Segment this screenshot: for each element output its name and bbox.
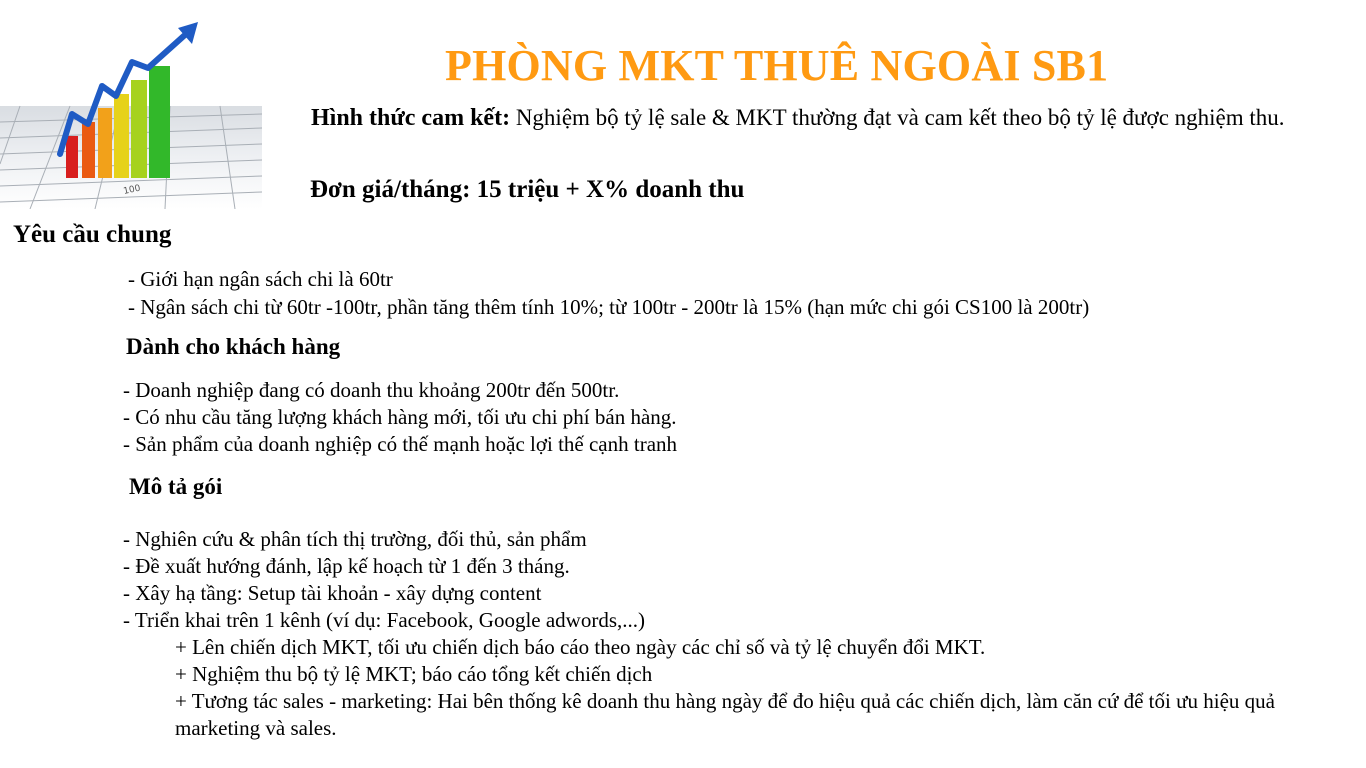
section-heading-package: Mô tả gói xyxy=(129,474,223,499)
bar-4 xyxy=(114,94,129,178)
list-item: - Nghiên cứu & phân tích thị trường, đối thủ, sản phẩm xyxy=(123,527,587,551)
package-description-list xyxy=(123,526,1345,742)
growth-bar-chart-icon xyxy=(0,14,262,209)
bar-5 xyxy=(131,80,147,178)
section-heading-general: Yêu cầu chung xyxy=(13,221,172,248)
bar-3 xyxy=(98,108,112,178)
price-line: Đơn giá/tháng: 15 triệu + X% doanh thu xyxy=(310,176,745,203)
sub-list-item: + Lên chiến dịch MKT, tối ưu chiến dịch báo cáo theo ngày các chỉ số và tỷ lệ chuyển đổi MKT. xyxy=(175,635,986,659)
section-heading-customer: Dành cho khách hàng xyxy=(126,334,341,359)
list-item: - Ngân sách chi từ 60tr -100tr, phần tăng thêm tính 10%; từ 100tr - 200tr là 15% (hạn mức chi gói CS100 là 200tr) xyxy=(128,295,1090,319)
general-requirements-list xyxy=(128,265,1089,321)
commitment-label: Hình thức cam kết: xyxy=(311,105,511,131)
list-item: - Sản phẩm của doanh nghiệp có thế mạnh hoặc lợi thế cạnh tranh xyxy=(123,432,678,456)
list-item: - Doanh nghiệp đang có doanh thu khoảng 200tr đến 500tr. xyxy=(123,378,620,402)
bar-6 xyxy=(149,66,170,178)
sub-list-item: + Tương tác sales - marketing: Hai bên thống kê doanh thu hàng ngày để đo hiệu quả các chiến dịch, làm căn cứ để tối ưu hiệu quả marketing và sales. xyxy=(175,689,1275,740)
list-item: - Có nhu cầu tăng lượng khách hàng mới, tối ưu chi phí bán hàng. xyxy=(123,405,677,429)
sub-list-item: + Nghiệm thu bộ tỷ lệ MKT; báo cáo tổng kết chiến dịch xyxy=(175,662,653,686)
customer-list xyxy=(123,377,677,458)
page-title: PHÒNG MKT THUÊ NGOÀI SB1 xyxy=(445,41,1109,90)
list-item: - Giới hạn ngân sách chi là 60tr xyxy=(128,267,393,291)
list-item: - Đề xuất hướng đánh, lập kế hoạch từ 1 đến 3 tháng. xyxy=(123,554,570,578)
list-item: - Xây hạ tầng: Setup tài khoản - xây dựng content xyxy=(123,581,542,605)
tick-label: 100 xyxy=(122,183,142,197)
growth-chart-image xyxy=(0,14,262,209)
bar-1 xyxy=(66,136,78,178)
bar-2 xyxy=(82,122,95,178)
list-item: - Triển khai trên 1 kênh (ví dụ: Facebook, Google adwords,...) xyxy=(123,608,645,632)
commitment-text: Nghiệm bộ tỷ lệ sale & MKT thường đạt và cam kết theo bộ tỷ lệ được nghiệm thu. xyxy=(510,105,1285,130)
commitment-paragraph xyxy=(311,101,1311,135)
